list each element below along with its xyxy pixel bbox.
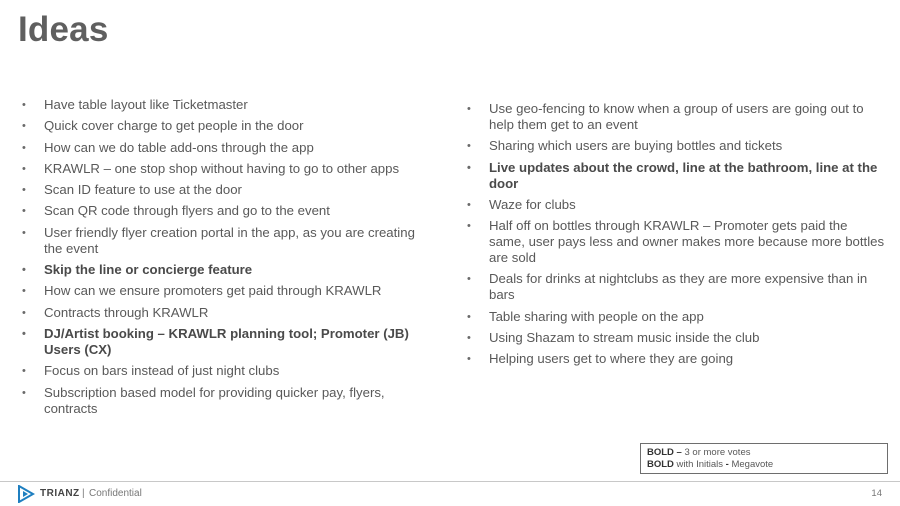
bullet-item: • Scan QR code through flyers and go to the event [22, 203, 432, 219]
bullet-item: • Focus on bars instead of just night clubs [22, 363, 432, 379]
right-bullet-list [467, 101, 887, 373]
left-bullet-list [22, 97, 432, 422]
slide-title: Ideas [18, 10, 109, 49]
bullet-item: • Sharing which users are buying bottles and tickets [467, 138, 887, 154]
legend-line-1 [647, 447, 881, 459]
bullet-item: • User friendly flyer creation portal in the app, as you are creating the event [22, 225, 432, 257]
bullet-item: • KRAWLR – one stop shop without having to go to other apps [22, 161, 432, 177]
footer-brand: TRIANZ [40, 488, 80, 499]
bullet-item: • Half off on bottles through KRAWLR – Promoter gets paid the same, user pays less and owner makes more because more bottles are sold [467, 218, 887, 266]
bullet-item: • Skip the line or concierge feature [22, 262, 432, 278]
footer-divider [0, 481, 900, 482]
legend-initials-text: with Initials [673, 459, 726, 470]
legend-votes-text: 3 or more votes [681, 447, 751, 458]
bullet-item: • Have table layout like Ticketmaster [22, 97, 432, 113]
bullet-item: • Scan ID feature to use at the door [22, 182, 432, 198]
bullet-item: • DJ/Artist booking – KRAWLR planning tool; Promoter (JB) Users (CX) [22, 326, 432, 358]
legend-dash: - [725, 459, 729, 470]
footer-separator: | [82, 488, 85, 499]
bullet-item: • How can we ensure promoters get paid through KRAWLR [22, 283, 432, 299]
bullet-item: • Deals for drinks at nightclubs as they are more expensive than in bars [467, 271, 887, 303]
bullet-item: • Subscription based model for providing quicker pay, flyers, contracts [22, 385, 432, 417]
bullet-item: • Contracts through KRAWLR [22, 305, 432, 321]
legend-megavote-text: Megavote [728, 459, 774, 470]
footer-confidential: Confidential [89, 488, 142, 499]
trianz-logo-icon [17, 485, 35, 503]
bullet-item: • How can we do table add-ons through the app [22, 140, 432, 156]
bullet-item: • Use geo-fencing to know when a group of users are going out to help them get to an event [467, 101, 887, 133]
page-number: 14 [871, 488, 882, 499]
bullet-item: • Live updates about the crowd, line at the bathroom, line at the door [467, 160, 887, 192]
bullet-item: • Helping users get to where they are going [467, 351, 887, 367]
bullet-item: • Quick cover charge to get people in the door [22, 118, 432, 134]
bullet-item: • Waze for clubs [467, 197, 887, 213]
legend-line-2 [647, 459, 881, 471]
bullet-item: • Table sharing with people on the app [467, 309, 887, 325]
legend-bold-label: BOLD – [647, 447, 682, 458]
legend-bold-label-2: BOLD [647, 459, 674, 470]
bullet-item: • Using Shazam to stream music inside the club [467, 330, 887, 346]
vote-legend [640, 443, 888, 474]
